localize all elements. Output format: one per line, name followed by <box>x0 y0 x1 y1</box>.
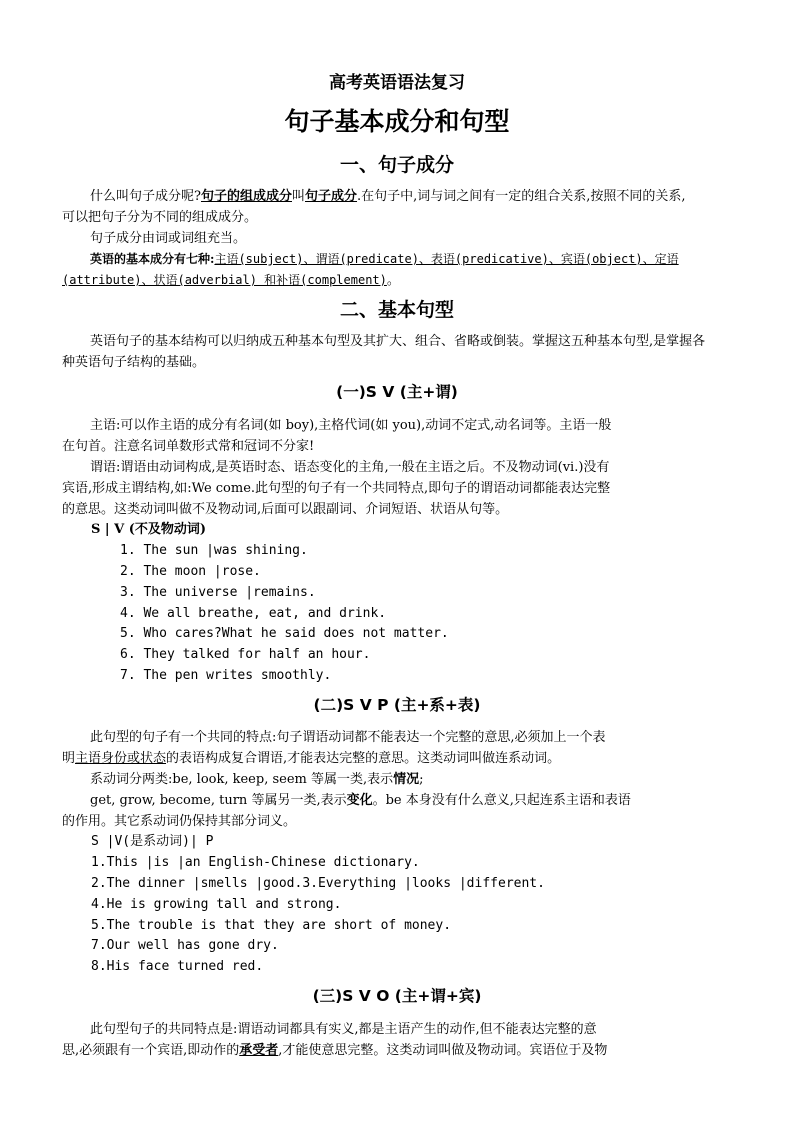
example-sentence: 1. The sun |was shining. <box>120 543 308 558</box>
bold-lead: 英语的基本成分有七种: <box>90 252 215 266</box>
paragraph-line: 宾语,形成主谓结构,如:We come.此句型的句子有一个共同特点,即句子的谓语动词都能表达完整 <box>62 481 611 496</box>
text-span: .在句子中,词与词之间有一定的组合关系,按照不同的关系, <box>357 189 686 204</box>
example-sentence: 2.The dinner |smells |good.3.Everything |looks |different. <box>91 876 545 891</box>
paragraph-line: 主语:可以作主语的成分有名词(如 boy),主格代词(如 you),动词不定式,动名词等。主语一般 <box>90 418 612 433</box>
paragraph-line <box>62 748 738 769</box>
example-sentence: 8.His face turned red. <box>91 959 264 974</box>
text-span: 什么叫句子成分呢? <box>90 189 201 204</box>
example-sentence: 3. The universe |remains. <box>120 585 316 600</box>
components-list: (attribute)、状语(adverbial) 和补语(complement) <box>62 273 387 287</box>
paragraph-line: 在句首。注意名词单数形式常和冠词不分家! <box>62 439 315 454</box>
example-sentence: 7.Our well has gone dry. <box>91 938 279 953</box>
example-sentence: 5. Who cares?What he said does not matter. <box>120 626 449 641</box>
paragraph-line <box>62 270 738 291</box>
paragraph-line: 谓语:谓语由动词构成,是英语时态、语态变化的主角,一般在主语之后。不及物动词(vi.)没有 <box>90 460 610 475</box>
paragraph-line <box>90 769 738 790</box>
text-span: 思,必须跟有一个宾语,即动作的 <box>62 1043 240 1058</box>
example-sentence: 4.He is growing tall and strong. <box>91 897 342 912</box>
paragraph-line: 种英语句子结构的基础。 <box>62 355 206 370</box>
document-title: 句子基本成分和句型 <box>284 107 510 136</box>
section-heading-components: 一、句子成分 <box>339 154 454 176</box>
example-sentence: 1.This |is |an English-Chinese dictionary. <box>91 855 420 870</box>
text-span: 明 <box>62 751 76 766</box>
pattern-formula: S |V(是系动词)| P <box>91 834 214 849</box>
example-sentence: 6. They talked for half an hour. <box>120 647 371 662</box>
example-sentence: 4. We all breathe, eat, and drink. <box>120 606 387 621</box>
paragraph-line: 此句型句子的共同特点是:谓语动词都具有实义,都是主语产生的动作,但不能表达完整的意 <box>90 1022 597 1037</box>
paragraph-line <box>90 186 738 207</box>
text-span: get, grow, become, turn 等属另一类,表示 <box>90 793 347 808</box>
paragraph-line <box>62 1040 738 1061</box>
term-underlined: 句子的组成成分 <box>200 189 292 204</box>
text-span: 系动词分两类:be, look, keep, seem 等属一类,表示 <box>90 772 394 787</box>
text-span: ,才能使意思完整。这类动词叫做及物动词。宾语位于及物 <box>278 1043 608 1058</box>
bold-term: 情况 <box>393 772 420 787</box>
text-span: 叫 <box>292 189 306 204</box>
pattern-heading-sv: (一)S V (主+谓) <box>336 383 458 401</box>
text-span: ; <box>419 772 424 787</box>
paragraph-line: 可以把句子分为不同的组成成分。 <box>62 210 258 225</box>
example-sentence: 2. The moon |rose. <box>120 564 261 579</box>
pattern-heading-svo: (三)S V O (主+谓+宾) <box>312 987 482 1005</box>
term-underlined: 主语身份或状态 <box>75 751 167 766</box>
section-heading-patterns: 二、基本句型 <box>339 299 454 321</box>
example-sentence: 5.The trouble is that they are short of money. <box>91 918 452 933</box>
pattern-formula: S | V (不及物动词) <box>91 522 207 537</box>
term-underlined: 承受者 <box>239 1043 279 1058</box>
text-span: 。be 本身没有什么意义,只起连系主语和表语 <box>372 793 631 808</box>
paragraph-line: 的作用。其它系动词仍保持其部分词义。 <box>62 814 297 829</box>
paragraph-line <box>90 249 738 270</box>
components-list: 主语(subject)、谓语(predicate)、表语(predicative)、宾语(object)、定语 <box>214 252 679 266</box>
paragraph-line <box>90 790 738 811</box>
term-underlined: 句子成分 <box>305 189 358 204</box>
paragraph-line: 句子成分由词或词组充当。 <box>90 231 247 246</box>
document-subtitle: 高考英语语法复习 <box>329 73 465 93</box>
paragraph-line: 英语句子的基本结构可以归纳成五种基本句型及其扩大、组合、省略或倒装。掌握这五种基本句型,是掌握各 <box>90 334 706 349</box>
bold-term: 变化 <box>346 793 373 808</box>
text-span: 。 <box>386 273 400 288</box>
paragraph-line: 的意思。这类动词叫做不及物动词,后面可以跟副词、介词短语、状语从句等。 <box>62 502 509 517</box>
text-span: 的表语构成复合谓语,才能表达完整的意思。这类动词叫做连系动词。 <box>166 751 561 766</box>
pattern-heading-svp: (二)S V P (主+系+表) <box>313 696 481 714</box>
example-sentence: 7. The pen writes smoothly. <box>120 668 332 683</box>
paragraph-line: 此句型的句子有一个共同的特点:句子谓语动词都不能表达一个完整的意思,必须加上一个表 <box>90 730 606 745</box>
